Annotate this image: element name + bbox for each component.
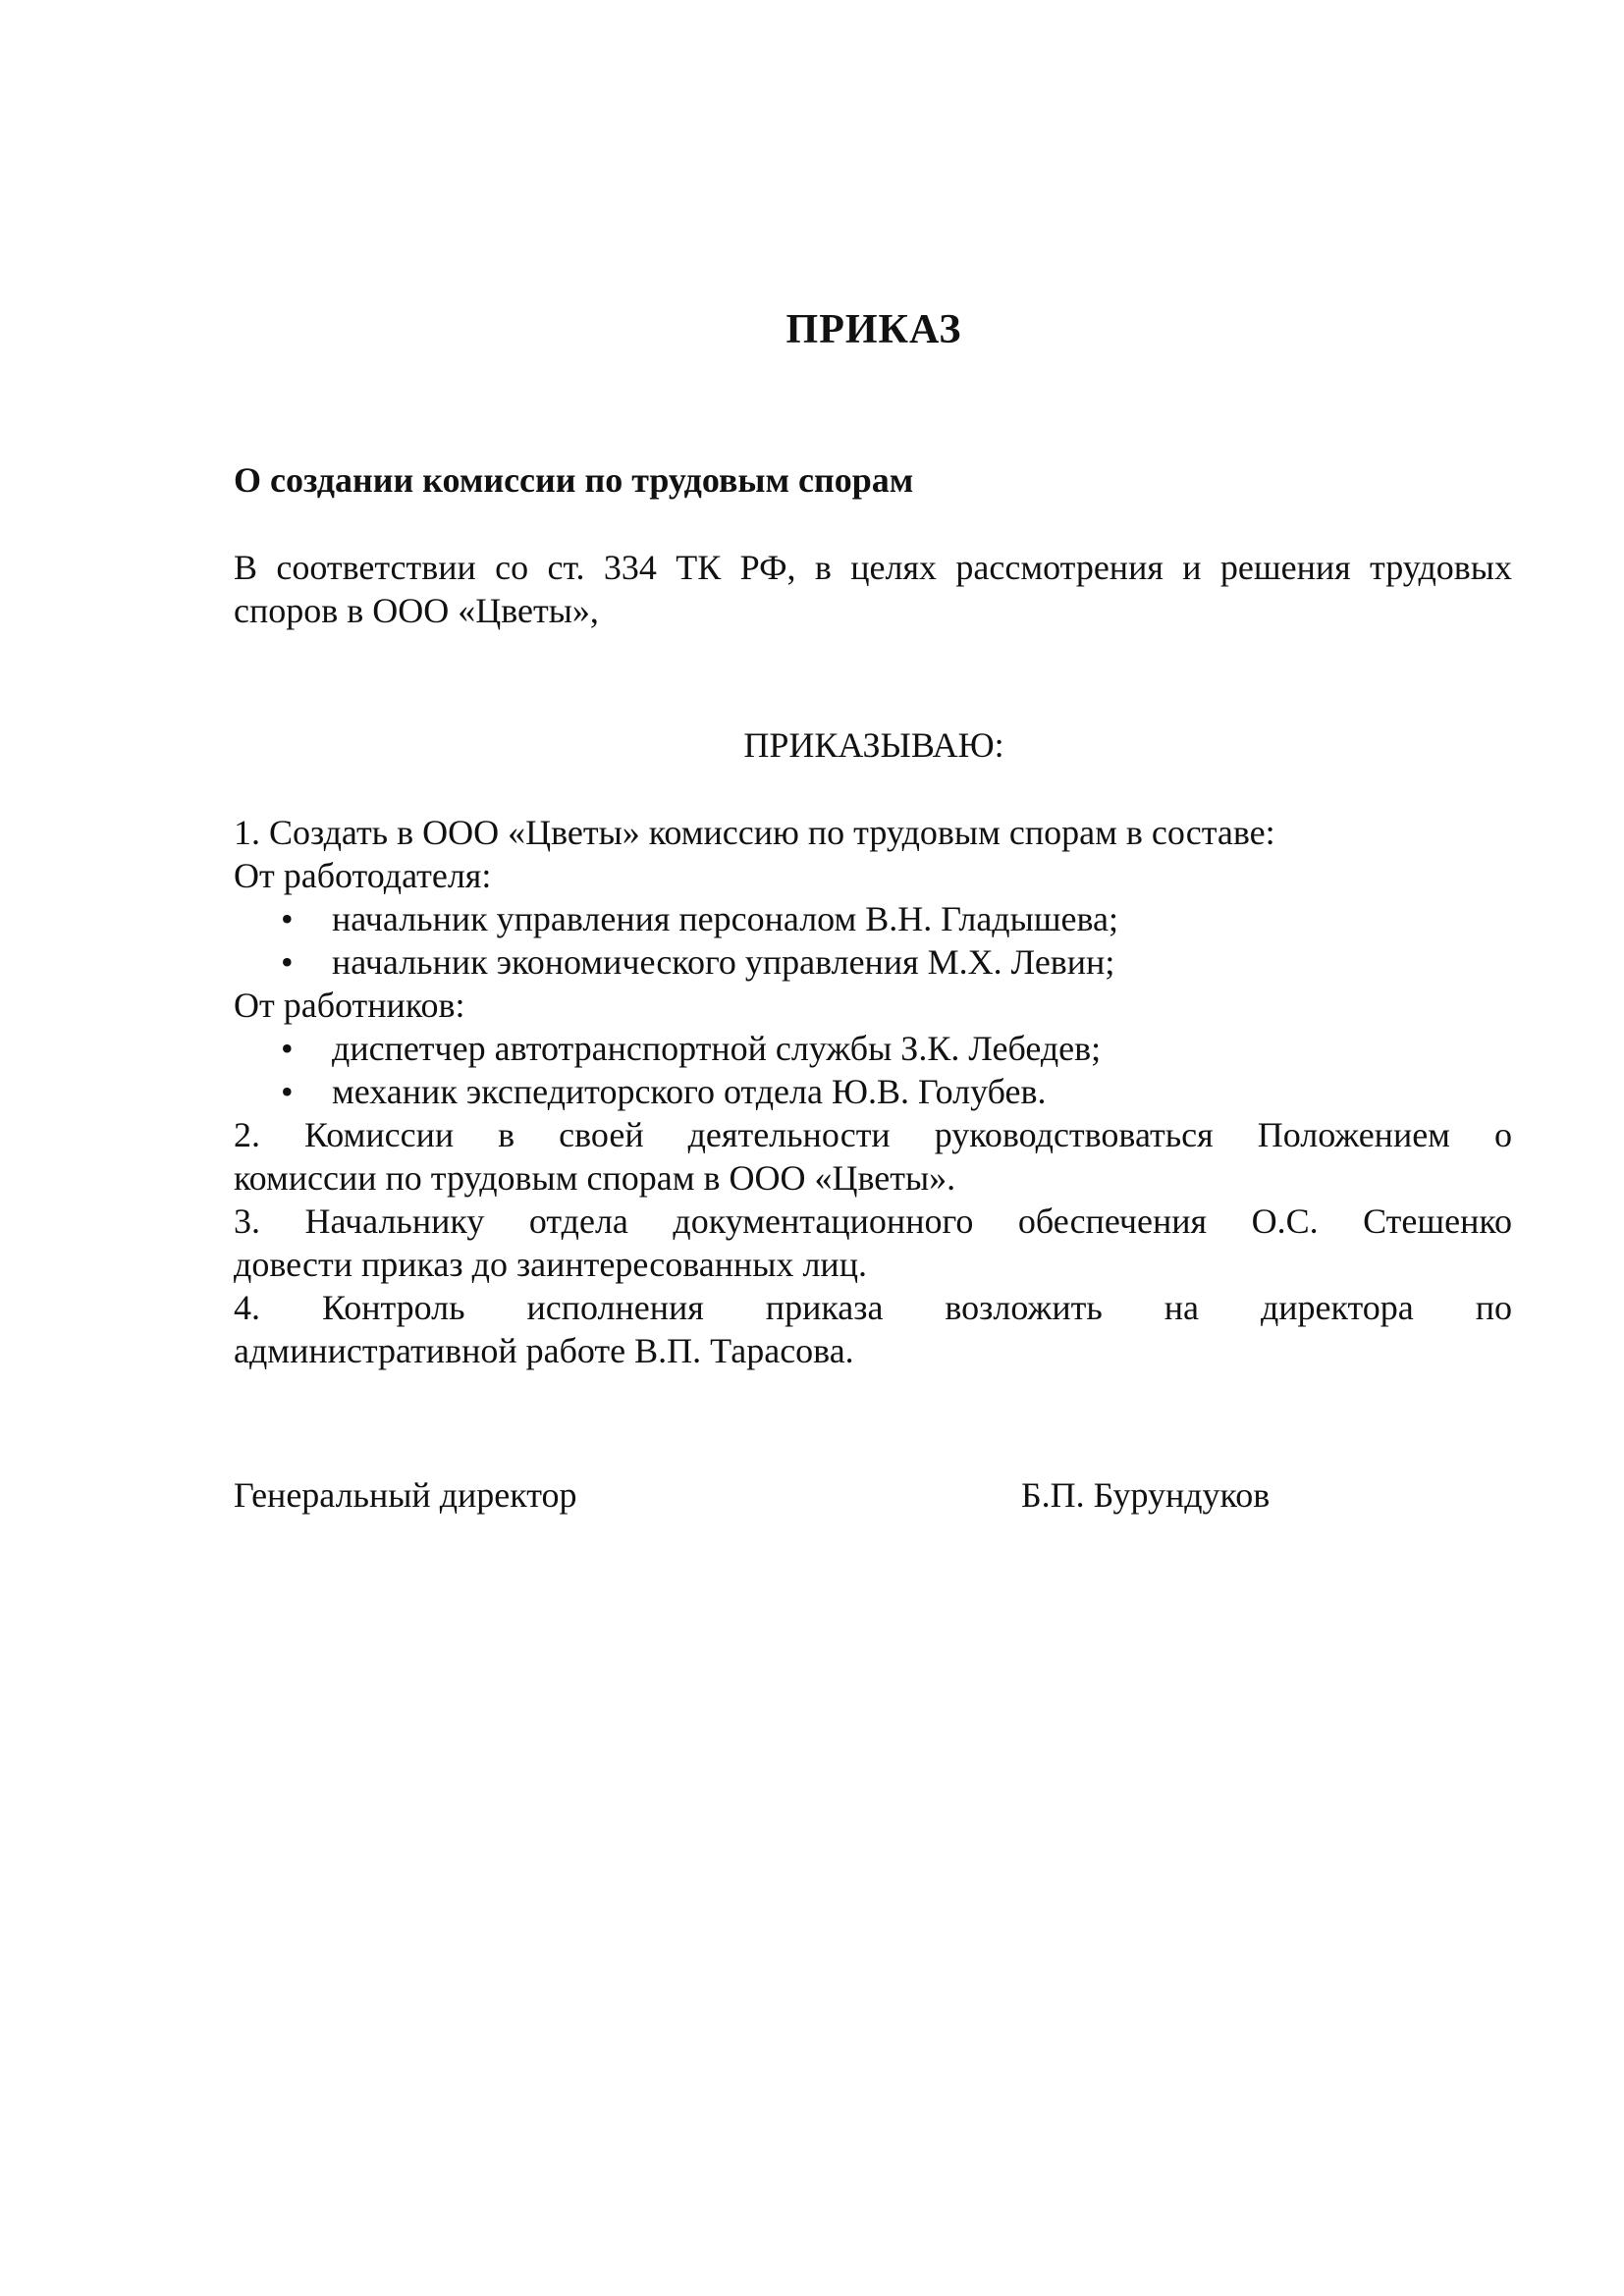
item-3-line: довести приказ до заинтересованных лиц. <box>234 1245 867 1284</box>
item-1: 1. Создать в ООО «Цветы» комиссию по трудовым спорам в составе: <box>234 813 1275 852</box>
bullet-icon: • <box>281 1072 294 1111</box>
member-text: механик экспедиторского отдела Ю.В. Голубев. <box>332 1072 1047 1111</box>
bullet-icon: • <box>281 942 294 982</box>
item-2-line: комиссии по трудовым спорам в ООО «Цветы». <box>234 1158 956 1198</box>
item-4-line: административной работе В.П. Тарасова. <box>234 1331 854 1370</box>
order-word: ПРИКАЗЫВАЮ: <box>743 725 1004 765</box>
bullet-icon: • <box>281 1029 294 1068</box>
employer-heading: От работодателя: <box>234 856 492 895</box>
employee-member <box>234 1070 1512 1113</box>
item-4-line: 4. Контроль исполнения приказа возложить на директора по <box>234 1288 1512 1327</box>
item-2-line: 2. Комиссии в своей деятельности руководствоваться Положением о <box>234 1115 1512 1154</box>
member-text: начальник экономического управления М.Х. Левин; <box>332 942 1115 982</box>
preamble-line: В соответствии со ст. 334 ТК РФ, в целях рассмотрения и решения трудовых <box>234 548 1512 587</box>
signature-position: Генеральный директор <box>234 1475 577 1515</box>
employer-member <box>234 897 1512 940</box>
member-text: начальник управления персоналом В.Н. Гладышева; <box>332 899 1119 938</box>
preamble <box>234 546 1512 632</box>
document-subject: О создании комиссии по трудовым спорам <box>234 460 914 500</box>
member-text: диспетчер автотранспортной службы З.К. Лебедев; <box>332 1029 1102 1068</box>
employer-member <box>234 940 1512 984</box>
preamble-line: споров в ООО «Цветы», <box>234 591 599 630</box>
employees-heading: От работников: <box>234 986 465 1025</box>
employee-member <box>234 1027 1512 1070</box>
document-title: ПРИКАЗ <box>785 307 962 352</box>
item-3-line: 3. Начальнику отдела документационного обеспечения О.С. Стешенко <box>234 1201 1512 1241</box>
signature-name: Б.П. Бурундуков <box>1021 1475 1271 1515</box>
order-items <box>234 811 1512 1372</box>
bullet-icon: • <box>281 899 294 938</box>
